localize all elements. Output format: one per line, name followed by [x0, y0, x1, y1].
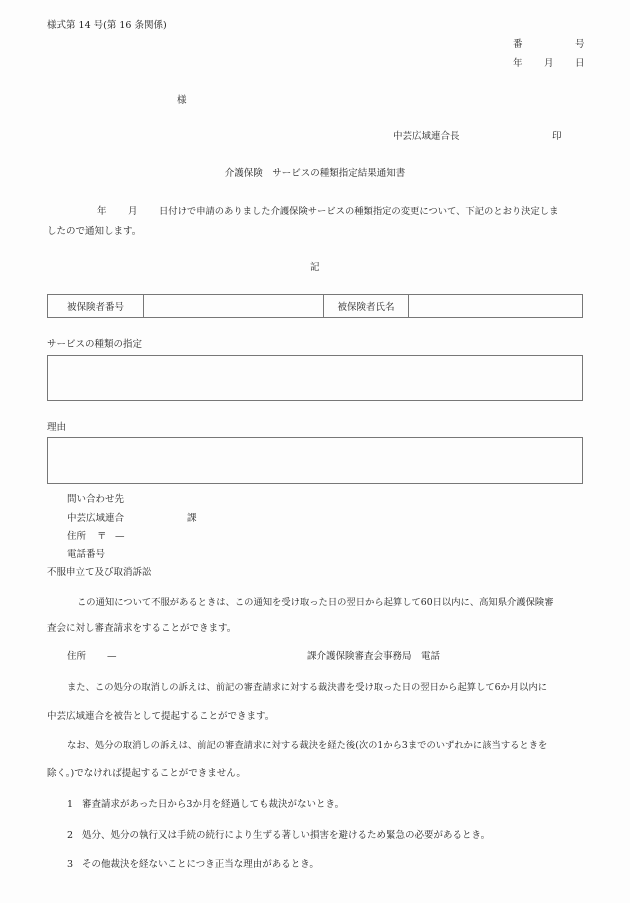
contact-address-label: 住所 — [67, 531, 87, 542]
appeal-p3-line-2: 除く。)でなければ提起することができません。 — [47, 768, 246, 779]
appeal-item-3-text: その他裁決を経ないことにつき正当な理由があるとき。 — [82, 859, 319, 870]
ki-heading: 記 — [310, 262, 320, 273]
intro-year: 年 — [97, 206, 107, 217]
form-number: 様式第 14 号(第 16 条関係) — [47, 20, 167, 31]
contact-heading: 問い合わせ先 — [67, 494, 125, 505]
intro-line-2: したので通知します。 — [47, 226, 142, 237]
contact-phone-label: 電話番号 — [67, 549, 106, 560]
appeal-office: 課介護保険審査会事務局 電話 — [307, 651, 441, 662]
insured-name-field[interactable] — [409, 295, 582, 317]
appeal-p2-line-2: 中芸広域連合を被告として提起することができます。 — [47, 711, 275, 722]
insured-name-label — [324, 295, 409, 317]
postal-dash: — — [115, 531, 125, 542]
intro-month: 月 — [128, 206, 138, 217]
service-designation-label: サービスの種類の指定 — [47, 339, 143, 350]
appeal-address-dash: — — [107, 651, 117, 662]
seal-mark: 印 — [552, 131, 562, 142]
contact-org: 中芸広域連合 — [67, 513, 125, 524]
appeal-heading: 不服申立て及び取消訴訟 — [47, 567, 152, 578]
appeal-p2-line-1: また、この処分の取消しの訴えは、前記の審査請求に対する裁決書を受け取った日の翌日から起算して6か月以内に — [67, 682, 548, 693]
insured-info-table — [47, 294, 583, 318]
insured-number-field[interactable] — [144, 295, 324, 317]
date-month: 月 — [544, 58, 554, 69]
sender-name: 中芸広域連合長 — [393, 131, 460, 142]
service-designation-box[interactable] — [47, 355, 583, 401]
appeal-item-1-text: 審査請求があった日から3か月を経過しても裁決がないとき。 — [82, 799, 345, 810]
intro-line-1: 日付けで申請のありました介護保険サービスの種類指定の変更について、下記のとおり決定しま — [159, 206, 559, 217]
date-year: 年 — [513, 58, 523, 69]
document-title: 介護保険 サービスの種類指定結果通知書 — [224, 168, 406, 179]
date-day: 日 — [575, 58, 585, 69]
appeal-item-3-number: 3 — [67, 859, 74, 870]
insured-name-label-text: 被保険者氏名 — [337, 302, 395, 313]
appeal-item-2-number: 2 — [67, 830, 74, 841]
postal-mark: 〒 — [97, 531, 107, 542]
appeal-p3-line-1: なお、処分の取消しの訴えは、前記の審査請求に対する裁決を経た後(次の1から3までのいずれかに該当するときを — [67, 740, 548, 751]
insured-number-label-text: 被保険者番号 — [66, 302, 124, 313]
insured-number-label — [48, 295, 144, 317]
reason-box[interactable] — [47, 437, 583, 484]
appeal-p1-line-2: 査会に対し審査請求をすることができます。 — [47, 623, 237, 634]
document-number-go: 号 — [575, 39, 585, 50]
appeal-item-1-number: 1 — [67, 799, 74, 810]
contact-dept-suffix: 課 — [187, 513, 197, 524]
addressee-suffix: 様 — [177, 95, 187, 106]
appeal-p1-line-1: この通知について不服があるときは、この通知を受け取った日の翌日から起算して60日以内に、高知県介護保険審 — [77, 597, 554, 608]
document-number-ban: 番 — [513, 39, 523, 50]
appeal-address-label: 住所 — [67, 651, 87, 662]
appeal-item-2-text: 処分、処分の執行又は手続の続行により生ずる著しい損害を避けるため緊急の必要があるとき。 — [82, 830, 491, 841]
reason-label: 理由 — [47, 422, 67, 433]
